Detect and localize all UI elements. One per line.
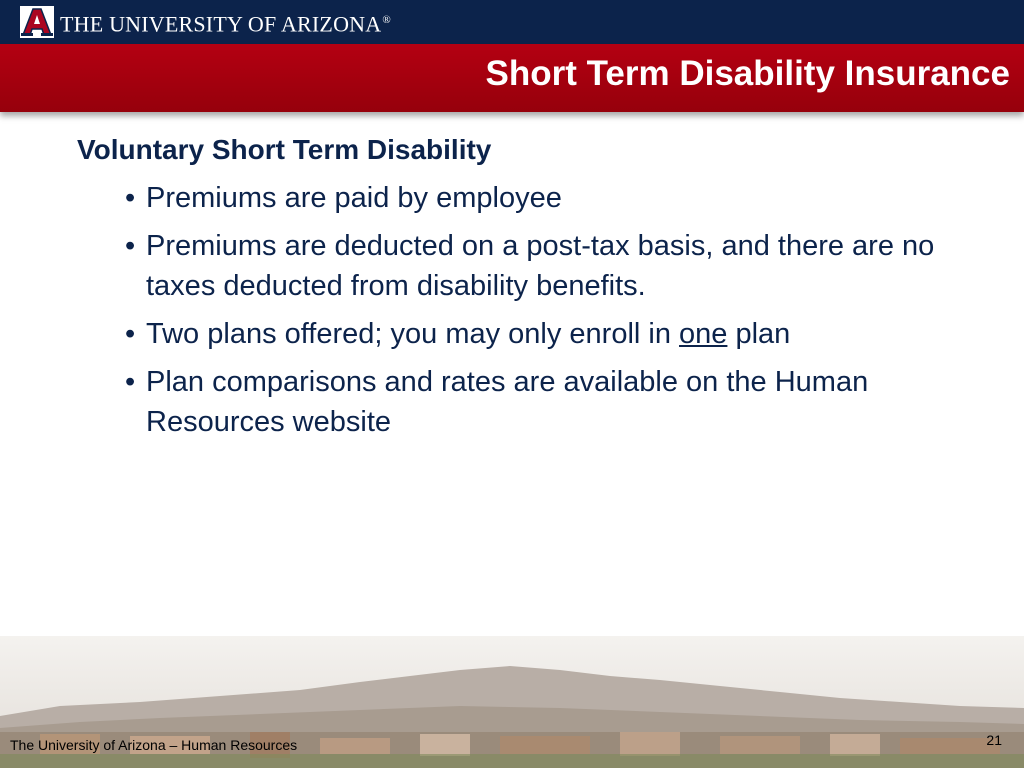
bullet-text: Plan comparisons and rates are available on the Human Resources website: [146, 366, 869, 438]
bullet-text-after: plan: [727, 318, 791, 350]
bullet-item: [125, 314, 985, 354]
bullet-list: [125, 178, 985, 450]
slide-content: [0, 112, 1024, 632]
logo-text: THE UNIVERSITY OF ARIZONA®: [60, 11, 391, 37]
bullet-dot: •: [125, 318, 136, 350]
bullet-item: [125, 178, 985, 218]
bullet-dot: •: [125, 366, 136, 398]
bullet-text-before: Two plans offered; you may only enroll in: [146, 318, 680, 350]
title-band: [0, 44, 1024, 112]
header-bar: [0, 0, 1024, 44]
block-a-logo-icon: [20, 6, 54, 38]
bullet-text: Premiums are deducted on a post-tax basis, and there are no taxes deducted from disability benefits.: [146, 230, 935, 302]
page-number: 21: [986, 732, 1002, 748]
section-heading: Voluntary Short Term Disability: [77, 134, 492, 165]
bullet-dot: •: [125, 182, 136, 214]
bullet-item: [125, 226, 985, 306]
bullet-dot: •: [125, 230, 136, 262]
footer-text: The University of Arizona – Human Resources: [10, 737, 298, 753]
bullet-text-underlined: one: [679, 318, 728, 350]
university-logo: [20, 6, 391, 38]
slide-title: Short Term Disability Insurance: [485, 54, 1010, 93]
bullet-item: [125, 362, 985, 442]
bullet-text: Premiums are paid by employee: [146, 182, 562, 214]
